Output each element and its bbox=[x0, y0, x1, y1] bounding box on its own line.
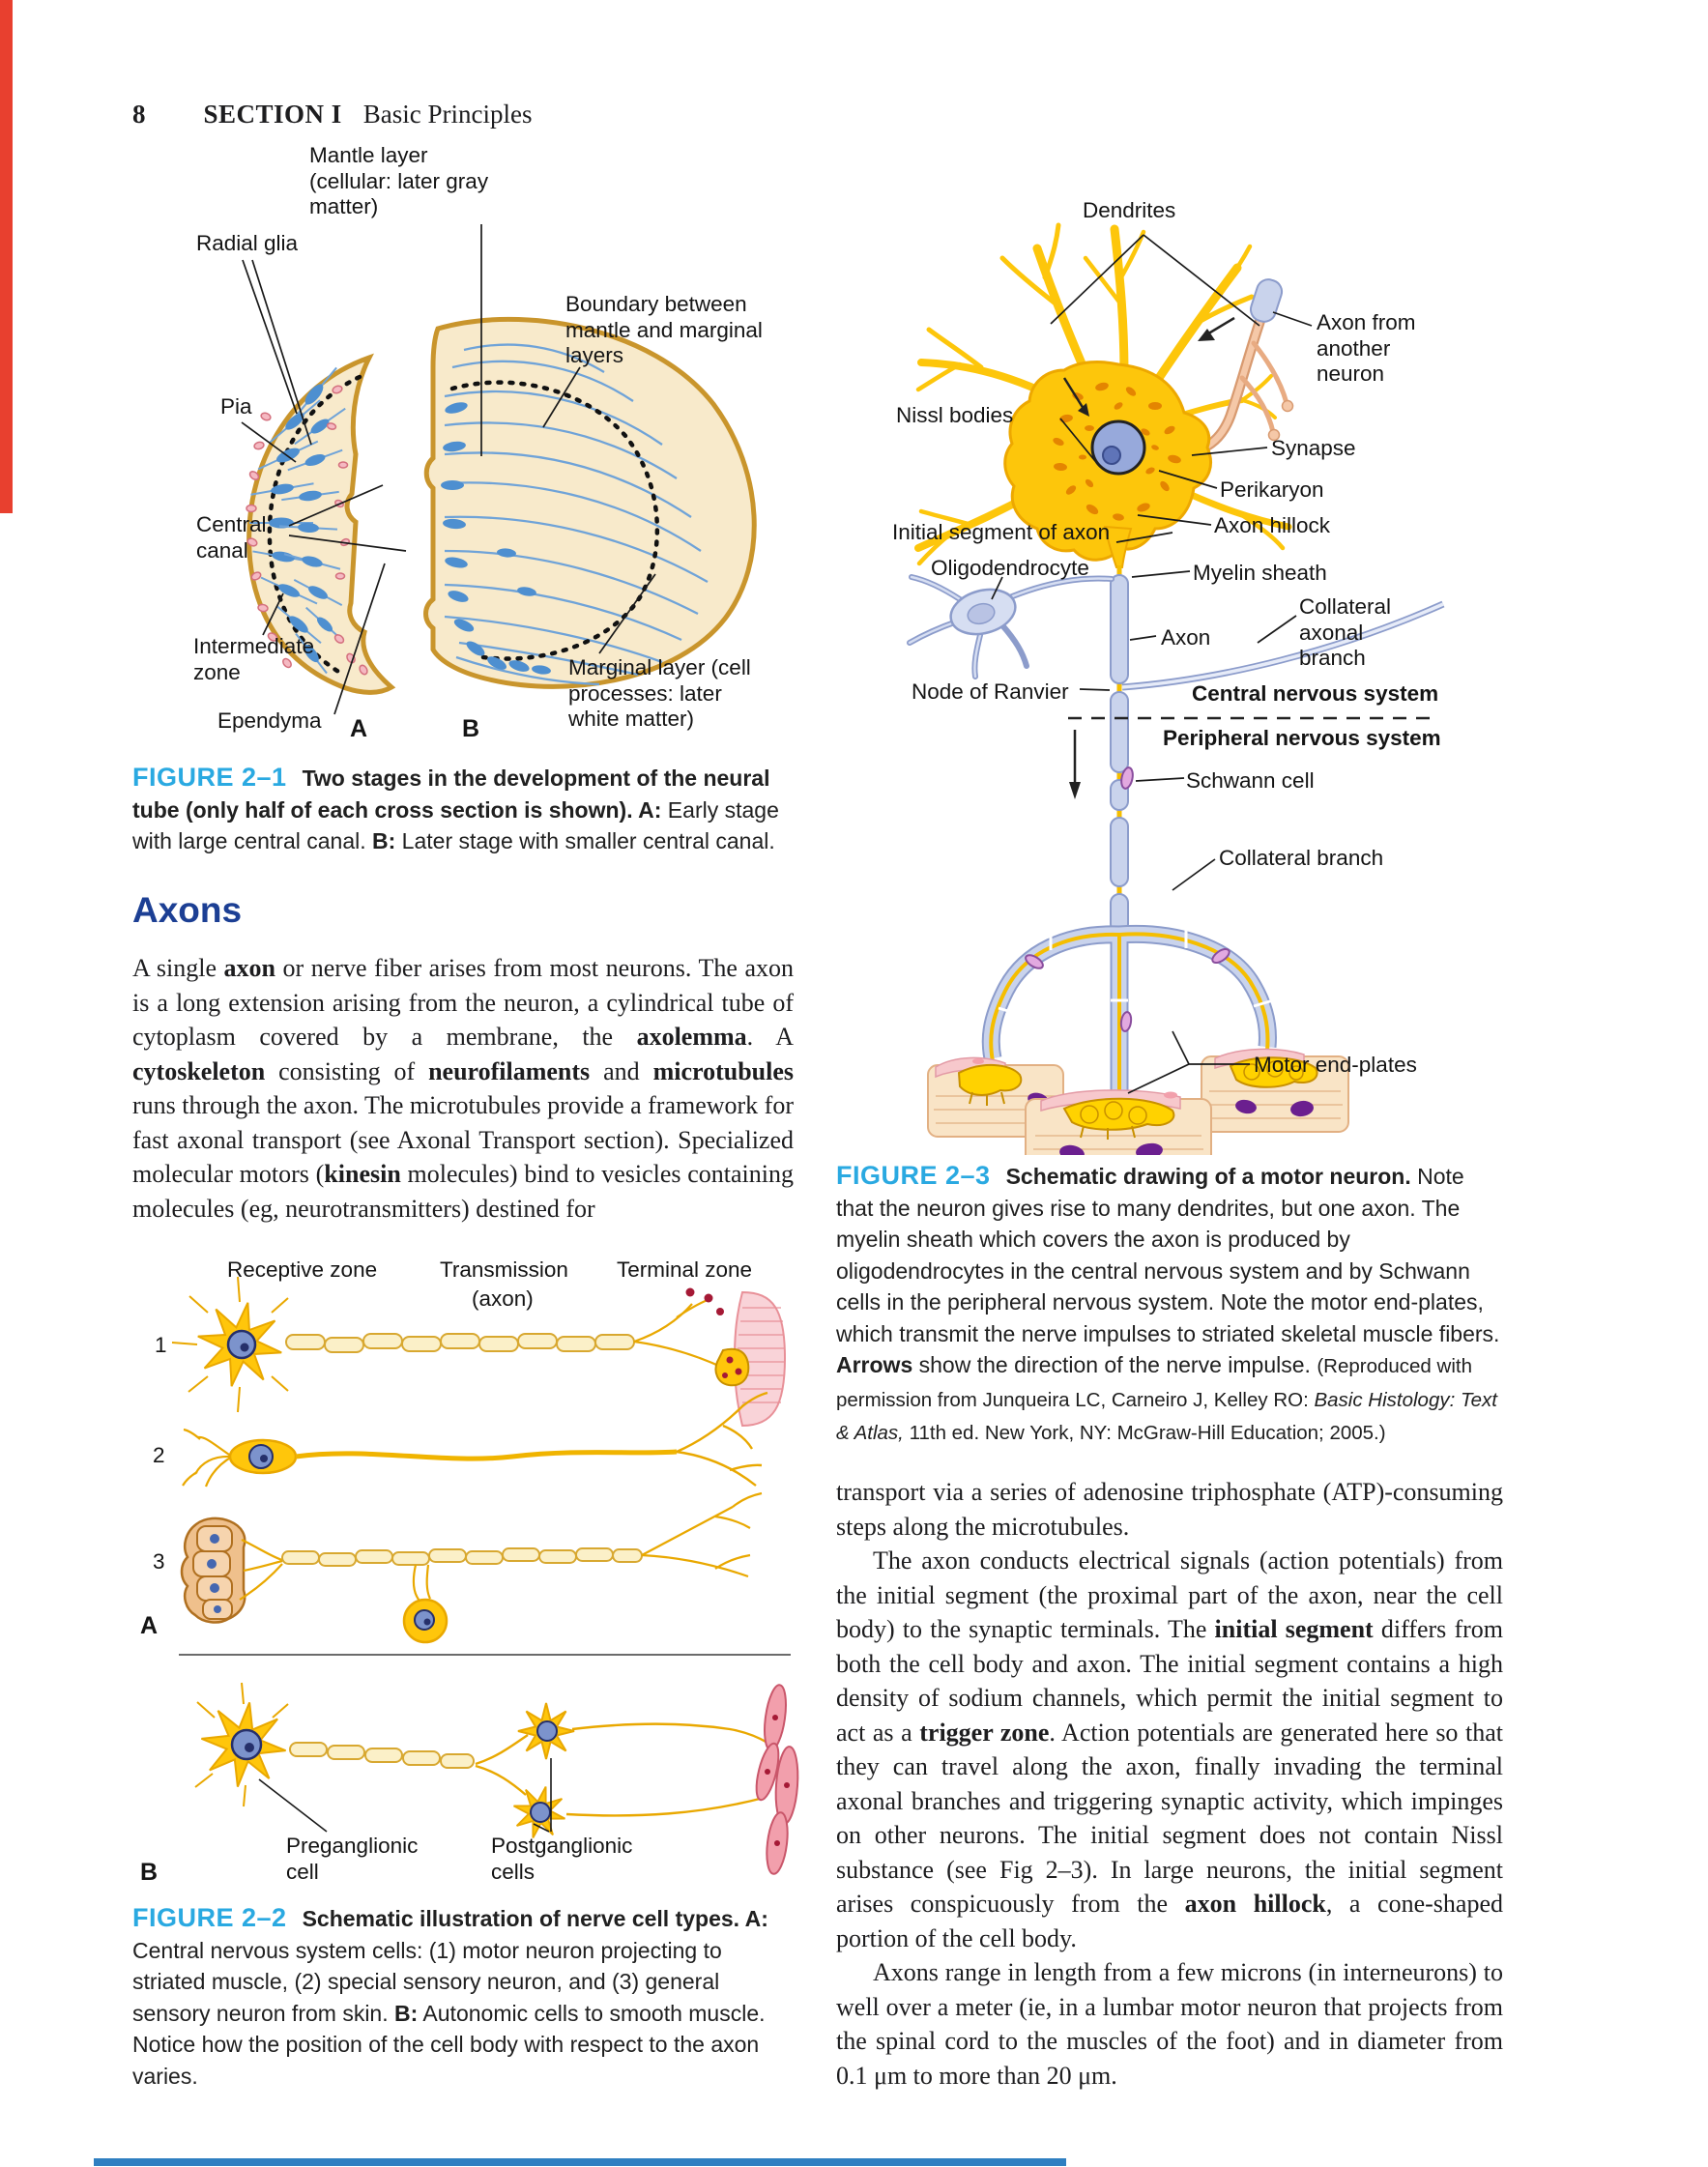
section-title: Basic Principles bbox=[362, 100, 533, 129]
fig3-label-myelin-sheath: Myelin sheath bbox=[1193, 561, 1327, 585]
fig3-label-perikaryon: Perikaryon bbox=[1220, 477, 1324, 502]
figure-2-2 bbox=[97, 1242, 802, 1919]
fig3-label-pns: Peripheral nervous system bbox=[1163, 726, 1441, 750]
column2-paragraph-1: transport via a series of adenosine triphosphate (ATP)-consuming steps along the microtubules. bbox=[836, 1478, 1503, 1541]
figure-2-2-artwork bbox=[97, 1242, 802, 1919]
fig2-label-preganglionic: Preganglionic cell bbox=[286, 1834, 419, 1884]
fig3-muscle-bottom bbox=[1026, 1090, 1211, 1155]
axons-paragraph-text: A single axon or nerve fiber arises from most neurons. The axon is a long extension arising from the neuron, a cylindrical tube of cytoplasm covered by a membrane, the axolemma. A cytoskeleton consisting of neurofilaments and microtubules runs through the axon. The microtubules provide a framework for fast axonal transport (see Axonal Transport section). Specialized molecular motors (kinesin molecules) bind to vesicles containing molecules (eg, neurotransmitters) destined for bbox=[132, 954, 795, 1223]
section-label: SECTION I bbox=[203, 100, 342, 129]
fig2-panel-b: B bbox=[140, 1859, 159, 1886]
figure-2-3 bbox=[836, 188, 1503, 1155]
fig2-row3-number: 3 bbox=[153, 1549, 165, 1574]
fig2-row2-number: 2 bbox=[153, 1443, 165, 1467]
fig3-myelin-sheath bbox=[1111, 575, 1128, 933]
fig2-row1-number: 1 bbox=[155, 1333, 167, 1357]
fig2-header-terminal-zone: Terminal zone bbox=[617, 1257, 753, 1282]
fig1-label-intermediate-zone: Intermediate zone bbox=[193, 634, 315, 684]
fig3-label-oligodendrocyte: Oligodendrocyte bbox=[931, 556, 1089, 580]
running-header bbox=[132, 100, 533, 130]
fig3-label-synapse: Synapse bbox=[1271, 436, 1356, 460]
fig1-label-central-canal: Central canal bbox=[196, 512, 267, 563]
figure-2-3-caption: FIGURE 2–3 Schematic drawing of a motor neuron. Note that the neuron gives rise to many dendrites, but one axon. The myelin sheath which covers the axon is produced by oligodendrocytes in the central nervous system and by Schwann cells in the peripheral nervous system. Note the motor end-plates, which transmit the nerve impulses to striated skeletal muscle fibers. Arrows show the direction of the nerve impulse. (Reproduced with permission from Junqueira LC, Carneiro J, Kelley RO: Basic Histology: Text & Atlas, 11th ed. New York, NY: McGraw-Hill Education; 2005.) bbox=[836, 1161, 1500, 1444]
fig1-label-radial-glia: Radial glia bbox=[196, 231, 299, 255]
fig1-label-ependyma: Ependyma bbox=[217, 708, 322, 733]
fig1-label-pia: Pia bbox=[220, 394, 252, 419]
fig1-label-marginal-layer: Marginal layer (cell processes: later white matter) bbox=[568, 655, 751, 731]
fig1-panel-b: B bbox=[462, 715, 480, 742]
fig2-header-transmission: Transmission bbox=[440, 1257, 568, 1282]
fig3-label-axon-from-another-neuron: Axon from another neuron bbox=[1317, 310, 1416, 386]
axons-heading: Axons bbox=[132, 890, 243, 930]
column2-text bbox=[836, 1475, 1503, 2093]
fig3-label-initial-segment: Initial segment of axon bbox=[892, 520, 1111, 544]
bottom-rule bbox=[94, 2158, 1066, 2166]
fig2-header-axon: (axon) bbox=[472, 1286, 534, 1311]
fig3-label-schwann-cell: Schwann cell bbox=[1186, 768, 1315, 793]
fig2-label-postganglionic: Postganglionic cells bbox=[491, 1834, 633, 1884]
figure-2-1 bbox=[97, 135, 802, 764]
fig3-label-motor-end-plates: Motor end-plates bbox=[1254, 1053, 1417, 1077]
column2-paragraph-3: Axons range in length from a few microns (in interneurons) to well over a meter (ie, in a lumbar motor neuron that projects from the spinal cord to the muscles of the foot) and in diameter from 0.1 μm to more than 20 μm. bbox=[836, 1958, 1503, 2090]
fig2-row3-skin-sensory-neuron bbox=[182, 1493, 762, 1642]
fig3-oligodendrocyte bbox=[910, 577, 1112, 677]
figure-2-1-caption: FIGURE 2–1 Two stages in the development of the neural tube (only half of each cross section is shown). A: Early stage with large central canal. B: Later stage with smaller central canal. bbox=[132, 763, 779, 853]
fig1-label-boundary: Boundary between mantle and marginal layers bbox=[565, 292, 763, 367]
axons-paragraph bbox=[132, 951, 794, 1226]
fig3-label-cns: Central nervous system bbox=[1192, 681, 1439, 706]
fig3-label-axon-hillock: Axon hillock bbox=[1214, 513, 1331, 537]
page-edge-tab bbox=[0, 0, 13, 513]
figure-2-2-caption: FIGURE 2–2 Schematic illustration of nerve cell types. A: Central nervous system cells: (1) motor neuron projecting to striated muscle, (2) special sensory neuron, and (3) general sensory neuron from skin. B: Autonomic cells to smooth muscle. Notice how the position of the cell body with respect to the axon varies. bbox=[132, 1903, 768, 2089]
column2-paragraph-2: The axon conducts electrical signals (action potentials) from the initial segment (the proximal part of the axon, near the cell body) to the synaptic terminals. The initial segment differs from both the cell body and axon. The initial segment contains a high density of sodium channels, which permit the initial segment to act as a trigger zone. Action potentials are generated here so that they can travel along the axon, finally invading the terminal axonal branches and triggering synaptic activity, which impinges on other neurons. The initial segment does not contain Nissl substance (see Fig 2–3). In large neurons, the initial segment arises conspicuously from the axon hillock, a cone-shaped portion of the cell body. bbox=[836, 1546, 1503, 1952]
page-number: 8 bbox=[132, 100, 146, 129]
neural-tube-later-stage bbox=[426, 319, 755, 686]
fig3-label-collateral-axonal-branch: Collateral axonal branch bbox=[1299, 594, 1392, 670]
fig2-header-receptive-zone: Receptive zone bbox=[227, 1257, 378, 1282]
fig3-label-collateral-branch: Collateral branch bbox=[1219, 846, 1384, 870]
fig3-label-axon: Axon bbox=[1161, 625, 1211, 650]
fig2-row2-sensory-neuron bbox=[183, 1393, 767, 1487]
fig1-label-mantle-layer: Mantle layer (cellular: later gray matter) bbox=[309, 143, 489, 218]
fig3-label-dendrites: Dendrites bbox=[1083, 198, 1176, 222]
fig1-panel-a: A bbox=[350, 715, 368, 742]
fig2-panel-a: A bbox=[140, 1612, 159, 1639]
fig3-label-node-of-ranvier: Node of Ranvier bbox=[912, 679, 1069, 704]
fig3-label-nissl-bodies: Nissl bodies bbox=[896, 403, 1014, 427]
